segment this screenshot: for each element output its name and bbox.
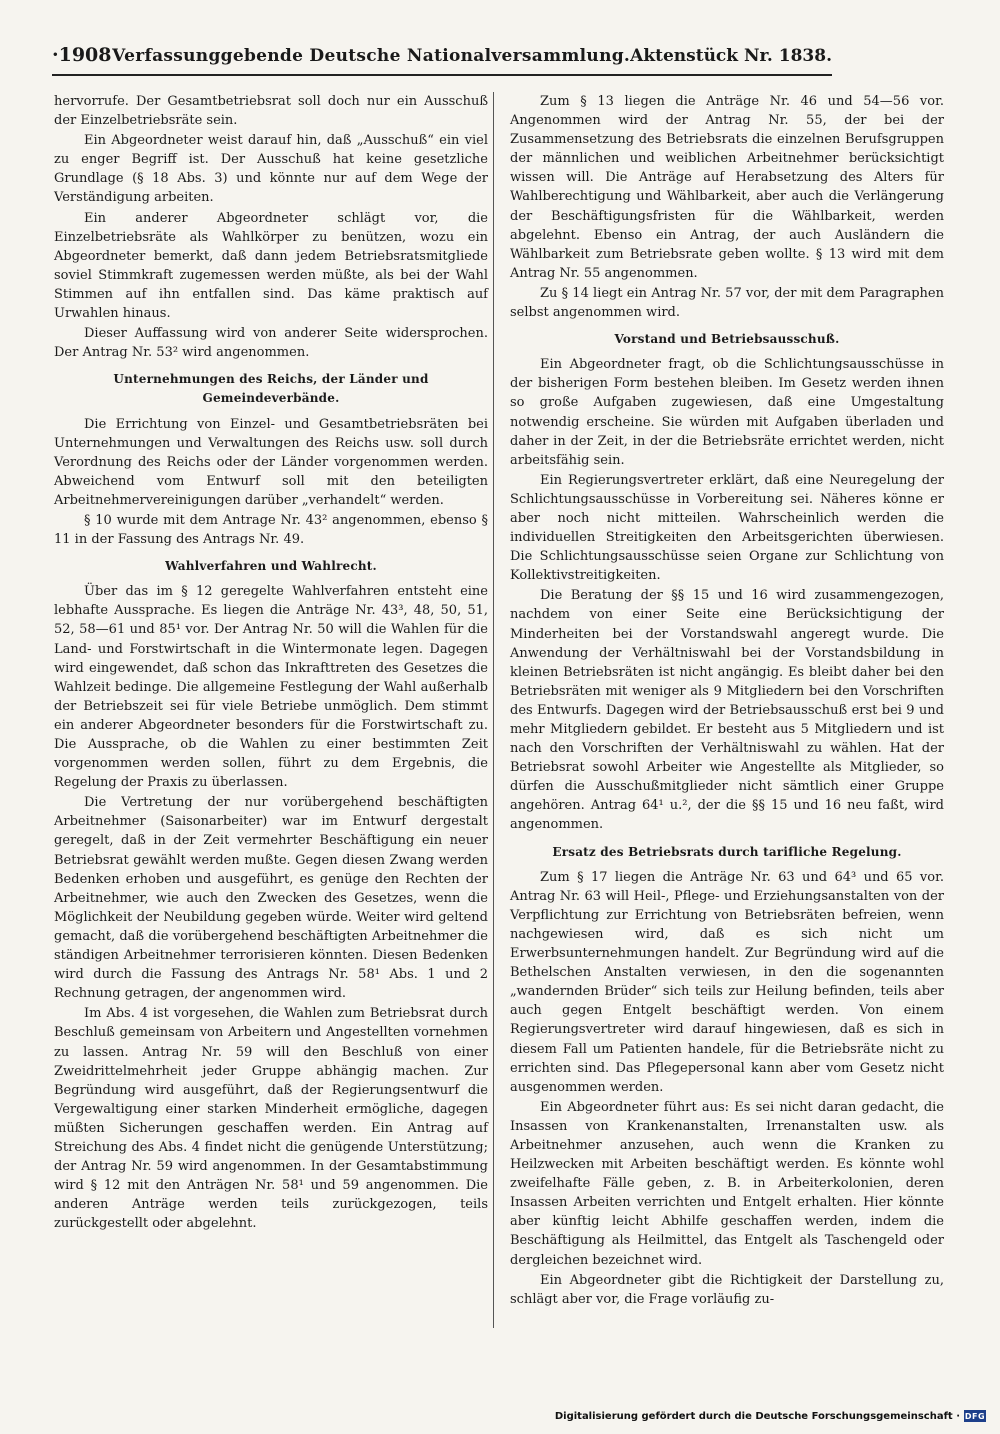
paragraph: Die Vertretung der nur vorübergehend beschäftigten Arbeitnehmer (Saisonarbeiter) war im Entwurf dergestalt geregelt, daß in der Zeit vermehrter Beschäftigung ein neuer Betriebsrat gewählt werden mußte. Gegen diesen Zwang werden Bedenken erhoben und ausgeführt, es genüge den Rechten der Arbeitnehmer, wie auch den Zwecken des Gesetzes, wenn die Möglichkeit der Neubildung gegeben würde. Weiter wird geltend gemacht, daß die vorübergehend beschäftigten Arbeitnehmer die ständigen Arbeitnehmer terrorisieren könnten. Diesen Bedenken wird durch die Fassung des Antrags Nr. 58¹ Abs. 1 und 2 Rechnung getragen, der angenommen wird. [54,795,488,1002]
paragraph: Die Beratung der §§ 15 und 16 wird zusammengezogen, nachdem von einer Seite eine Berücksichtigung der Minderheiten bei der Vorstandswahl angeregt wurde. Die Anwendung der Verhältniswahl bei der Vorstandsbildung in kleinen Betriebsräten ist nicht angängig. Es bleibt daher bei den Betriebsräten mit weniger als 9 Mitgliedern bei den Vorschriften des Entwurfs. Dagegen wird der Betriebsausschuß erst bei 9 und mehr Mitgliedern gebildet. Er besteht aus 5 Mitgliedern und ist nach den Vorschriften der Verhältniswahl zu wählen. Hat der Betriebsrat sowohl Arbeiter wie Angestellte als Mitglieder, so dürfen die Ausschußmitglieder nicht sämtlich einer Gruppe angehören. Antrag 64¹ u.², der die §§ 15 und 16 neu faßt, wird angenommen. [510,588,944,833]
paragraph: Ein Regierungsvertreter erklärt, daß eine Neuregelung der Schlichtungsausschüsse in Vorbereitung sei. Näheres könne er aber noch nicht mitteilen. Wahrscheinlich werden die individuellen Streitigkeiten den Arbeitsgerichten überwiesen. Die Schlichtungsausschüsse seien Organe zur Schlichtung von Kollektivstreitigkeiten. [510,472,944,584]
paragraph: Zum § 13 liegen die Anträge Nr. 46 und 54—56 vor. Angenommen wird der Antrag Nr. 55, der bei der Zusammensetzung des Betriebsrats die einzelnen Berufsgruppen der männlichen und weiblichen Arbeitnehmer berücksichtigt wissen will. Die Anträge auf Herabsetzung des Alters für Wahlberechtigung und Wählbarkeit, aber auch die Verlängerung der Beschäftigungsfristen für die Wählbarkeit, werden abgelehnt. Ebenso ein Antrag, der auch Ausländern die Wählbarkeit zum Betriebsrate geben wollte. § 13 wird mit dem Antrag Nr. 55 angenommen. [510,94,944,281]
paragraph: Zum § 17 liegen die Anträge Nr. 63 und 64³ und 65 vor. Antrag Nr. 63 will Heil-, Pflege- und Erziehungsanstalten von der Verpflichtung zur Errichtung von Betriebsräten befreien, wenn nachgewiesen wird, daß es sich nicht um Erwerbsunternehmungen handelt. Zur Begründung wird auf die Bethelschen Anstalten verwiesen, in den die sogenannten „wandernden Brüder“ sich teils zur Heilung befinden, teils aber auch gegen Entgelt beschäftigt werden. Von einem Regierungsvertreter wird darauf hingewiesen, daß es sich in diesem Fall um Patienten handele, für die Betriebsräte nicht zu errichten sind. Das Pflegepersonal kann aber vom Gesetz nicht ausgenommen werden. [510,869,944,1095]
paragraph: hervorrufe. Der Gesamtbetriebsrat soll doch nur ein Ausschuß der Einzelbetriebsräte sein. [54,94,488,129]
left-text-column [54,92,488,1233]
paragraph: Ein Abgeordneter fragt, ob die Schlichtungsausschüsse in der bisherigen Form bestehen bleiben. Im Gesetz werden ihnen so große Aufgaben zugewiesen, daß eine Umgestaltung notwendig erscheine. Sie würden mit Aufgaben überladen und daher in der Zeit, in der die Betriebsräte errichtet werden, nicht arbeitsfähig sein. [510,357,944,468]
column-divider [493,92,494,1328]
document-reference: Aktenstück Nr. 1838. [630,46,832,66]
section-heading: Unternehmungen des Reichs, der Länder und Gemeindeverbände. [113,372,429,406]
paragraph: Dieser Auffassung wird von anderer Seite widersprochen. Der Antrag Nr. 53² wird angenommen. [54,326,488,361]
credit-text: Digitalisierung gefördert durch die Deutsche Forschungsgemeinschaft · [554,1410,960,1422]
paragraph: Ein Abgeordneter gibt die Richtigkeit der Darstellung zu, schlägt aber vor, die Frage vorläufig zu- [510,1272,944,1307]
paragraph: Ein Abgeordneter weist darauf hin, daß „Ausschuß“ ein viel zu enger Begriff ist. Der Ausschuß hat keine gesetzliche Grundlage (§ 18 Abs. 3) und könnte nur auf dem Wege der Verständigung arbeiten. [54,133,488,206]
paragraph: Ein anderer Abgeordneter schlägt vor, die Einzelbetriebsräte als Wahlkörper zu benützen, wozu ein Abgeordneter bemerkt, daß dann jedem Betriebsratsmitgliede soviel Stimmkraft zugemessen werden müßte, als bei der Wahl Stimmen auf ihn entfallen sind. Das käme praktisch auf Urwahlen hinaus. [54,210,488,322]
right-text-column [510,92,944,1309]
paragraph: Ein Abgeordneter führt aus: Es sei nicht daran gedacht, die Insassen von Krankenanstalten, Irrenanstalten usw. als Arbeitnehmer anzusehen, auch wenn die Kranken zu Heilzwecken mit Arbeiten beschäftigt werden. Es könnte wohl zweifelhafte Fälle geben, z. B. in Arbeiterkolonien, deren Insassen Arbeiten verrichten und Entgelt erhalten. Hier könnte aber künftig leicht Abhilfe geschaffen werden, indem die Beschäftigung als Heilmittel, das Entgelt als Taschengeld oder dergleichen bezeichnet wird. [510,1099,944,1268]
digitization-credit [555,1410,986,1422]
section-heading: Vorstand und Betriebsausschuß. [614,332,840,347]
paragraph: Über das im § 12 geregelte Wahlverfahren entsteht eine lebhafte Aussprache. Es liegen die Anträge Nr. 43³, 48, 50, 51, 52, 58—61 und 85¹ vor. Der Antrag Nr. 50 will die Wahlen für die Land- und Forstwirtschaft in die Wintermonate legen. Dagegen wird eingewendet, daß schon das Inkrafttreten des Gesetzes die Wahlzeit bedinge. Die allgemeine Festlegung der Wahl außerhalb der Betriebszeit sei für viele Betriebe unmöglich. Dem stimmt ein anderer Abgeordneter besonders für die Forstwirtschaft zu. Die Aussprache, ob die Wahlen zu einer bestimmten Zeit vorgenommen werden sollen, führt zu dem Ergebnis, die Regelung der Praxis zu überlassen. [54,584,488,791]
paragraph: § 10 wurde mit dem Antrage Nr. 43² angenommen, ebenso § 11 in der Fassung des Antrags Nr. 49. [54,512,488,548]
dfg-logo-icon: DFG [964,1411,986,1421]
running-title: Verfassunggebende Deutsche Nationalversammlung. [112,46,631,66]
page-header [52,44,832,76]
section-heading: Wahlverfahren und Wahlrecht. [165,559,377,574]
page-number: ·1908 [52,44,112,66]
paragraph: Die Errichtung von Einzel- und Gesamtbetriebsräten bei Unternehmungen und Verwaltungen des Reichs usw. soll durch Verordnung des Reichs oder der Länder vorgenommen werden. Abweichend vom Entwurf soll mit den beteiligten Arbeitnehmervereinigungen darüber „verhandelt“ werden. [54,416,488,508]
section-heading: Ersatz des Betriebsrats durch tarifliche Regelung. [552,844,902,859]
paragraph: Im Abs. 4 ist vorgesehen, die Wahlen zum Betriebsrat durch Beschluß gemeinsam von Arbeitern und Angestellten vornehmen zu lassen. Antrag Nr. 59 will den Beschluß von einer Zweidrittelmehrheit jeder Gruppe abhängig machen. Zur Begründung wird ausgeführt, daß der Regierungsentwurf die Vergewaltigung einer starken Minderheit ermögliche, dagegen müßten Sicherungen geschaffen werden. Ein Antrag auf Streichung des Abs. 4 findet nicht die genügende Unterstützung; der Antrag Nr. 59 wird angenommen. In der Gesamtabstimmung wird § 12 mit den Anträgen Nr. 58¹ und 59 angenommen. Die anderen Anträge werden teils zurückgezogen, teils zurückgestellt oder abgelehnt. [54,1006,488,1232]
paragraph: Zu § 14 liegt ein Antrag Nr. 57 vor, der mit dem Paragraphen selbst angenommen wird. [510,285,944,321]
